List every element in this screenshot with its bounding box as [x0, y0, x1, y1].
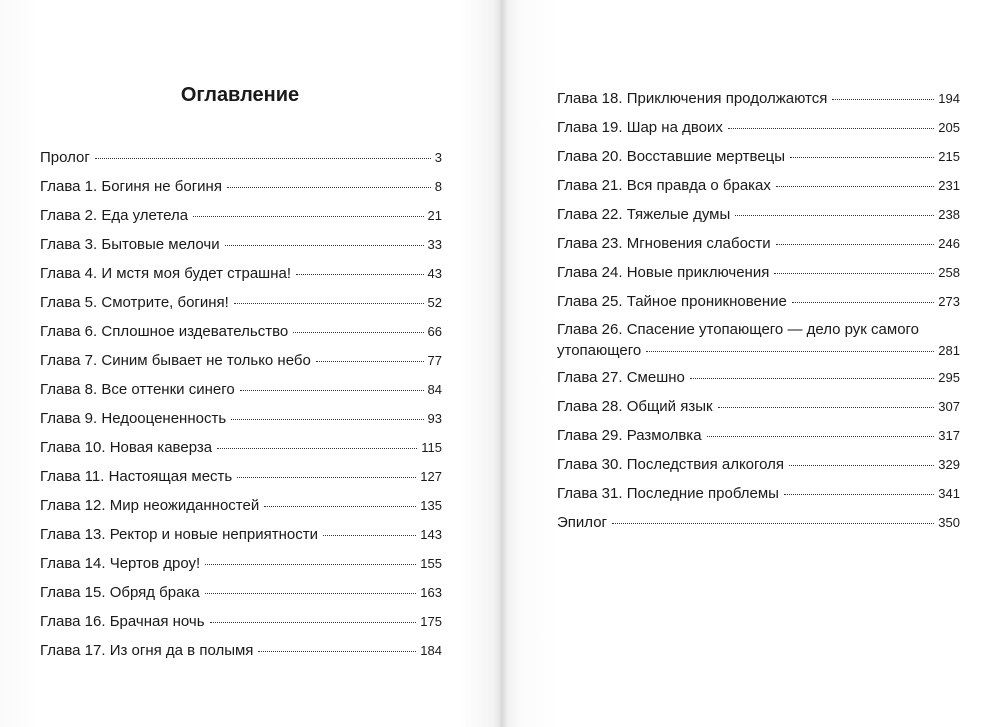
toc-entry-label: Эпилог — [557, 514, 608, 531]
toc-entry — [557, 262, 960, 291]
toc-entry-label: Глава 10. Новая каверза — [40, 439, 213, 456]
toc-entry — [40, 524, 442, 553]
toc-entry-label: Глава 24. Новые приключения — [557, 264, 770, 281]
toc-entry-page: 21 — [427, 208, 442, 223]
toc-entry-label: Глава 1. Богиня не богиня — [40, 178, 222, 195]
toc-entry-page: 33 — [427, 237, 442, 252]
toc-entry-page: 184 — [420, 643, 442, 658]
toc-entry — [557, 483, 960, 512]
toc-dot-leader — [612, 522, 934, 524]
toc-entry-label: Глава 2. Еда улетела — [40, 207, 189, 224]
toc-dot-leader — [776, 185, 934, 187]
toc-entry-label: Глава 11. Настоящая месть — [40, 468, 233, 485]
toc-entry — [40, 466, 442, 495]
toc-entry-label: Глава 31. Последние проблемы — [557, 485, 779, 502]
toc-entry — [40, 263, 442, 292]
toc-entry-label: Глава 14. Чертов дроу! — [40, 555, 201, 572]
toc-right-column — [557, 88, 960, 541]
toc-entry-label: Глава 25. Тайное проникновение — [557, 293, 787, 310]
toc-dot-leader — [205, 563, 416, 565]
toc-entry — [40, 176, 442, 205]
toc-dot-leader — [784, 493, 934, 495]
toc-entry — [557, 204, 960, 233]
toc-entry — [557, 233, 960, 262]
toc-entry — [40, 437, 442, 466]
toc-entry-label: Глава 28. Общий язык — [557, 398, 713, 415]
toc-entry — [40, 205, 442, 234]
toc-entry-label: Глава 18. Приключения продолжаются — [557, 90, 828, 107]
toc-entry-page: 258 — [938, 265, 960, 280]
toc-entry-label: Глава 15. Обряд брака — [40, 584, 200, 601]
toc-entry-label: Глава 22. Тяжелые думы — [557, 206, 731, 223]
toc-dot-leader — [832, 98, 934, 100]
toc-dot-leader — [217, 447, 417, 449]
toc-entry-page: 52 — [427, 295, 442, 310]
toc-entry-page: 341 — [938, 486, 960, 501]
toc-title: Оглавление — [180, 84, 300, 106]
toc-entry — [557, 454, 960, 483]
toc-entry-page: 273 — [938, 294, 960, 309]
toc-entry — [557, 396, 960, 425]
toc-entry — [557, 367, 960, 396]
toc-dot-leader — [296, 273, 424, 275]
toc-entry-page: 93 — [427, 411, 442, 426]
toc-entry-label: Глава 9. Недооцененность — [40, 410, 227, 427]
toc-entry-page: 281 — [938, 343, 960, 358]
toc-entry-label: Глава 16. Брачная ночь — [40, 613, 205, 630]
toc-entry-label: Глава 29. Размолвка — [557, 427, 702, 444]
toc-dot-leader — [240, 389, 424, 391]
toc-entry-page: 238 — [938, 207, 960, 222]
toc-entry — [557, 146, 960, 175]
toc-entry-label: Глава 12. Мир неожиданностей — [40, 497, 260, 514]
toc-entry-page: 3 — [434, 150, 442, 165]
toc-entry-page: 115 — [421, 440, 442, 455]
toc-entry-page: 231 — [938, 178, 960, 193]
toc-entry-label: Глава 7. Синим бывает не только небо — [40, 352, 311, 369]
toc-dot-leader — [205, 592, 417, 594]
toc-entry — [557, 175, 960, 204]
toc-entry-page: 8 — [434, 179, 442, 194]
toc-entry — [40, 292, 442, 321]
toc-entry-page: 143 — [420, 527, 442, 542]
toc-dot-leader — [210, 621, 417, 623]
toc-entry-page: 246 — [938, 236, 960, 251]
toc-entry-page: 307 — [938, 399, 960, 414]
toc-dot-leader — [293, 331, 423, 333]
toc-dot-leader — [690, 377, 934, 379]
toc-dot-leader — [231, 418, 423, 420]
toc-entry — [557, 291, 960, 320]
toc-entry-page: 127 — [420, 469, 442, 484]
toc-entry-page: 329 — [938, 457, 960, 472]
toc-entry-page: 163 — [420, 585, 442, 600]
toc-dot-leader — [316, 360, 424, 362]
toc-entry-label: Глава 20. Восставшие мертвецы — [557, 148, 786, 165]
toc-entry — [40, 582, 442, 611]
toc-entry — [40, 640, 442, 669]
toc-dot-leader — [646, 350, 934, 352]
toc-entry-page: 205 — [938, 120, 960, 135]
toc-dot-leader — [718, 406, 935, 408]
toc-entry-label: Глава 19. Шар на двоих — [557, 119, 723, 136]
toc-entry-label-line1: Глава 26. Спасение утопающего — дело рук самого — [557, 321, 920, 338]
book-gutter — [494, 0, 508, 727]
toc-dot-leader — [264, 505, 416, 507]
toc-entry — [557, 320, 960, 367]
toc-left-column — [40, 147, 442, 669]
toc-entry — [40, 147, 442, 176]
toc-entry — [40, 408, 442, 437]
toc-dot-leader — [735, 214, 934, 216]
toc-dot-leader — [728, 127, 934, 129]
toc-entry — [557, 512, 960, 541]
toc-entry-label: Глава 23. Мгновения слабости — [557, 235, 771, 252]
toc-dot-leader — [234, 302, 424, 304]
toc-entry — [40, 495, 442, 524]
toc-entry-page: 175 — [420, 614, 442, 629]
toc-dot-leader — [258, 650, 416, 652]
toc-entry-label: Глава 5. Смотрите, богиня! — [40, 294, 229, 311]
toc-entry-label-line2: утопающего — [557, 342, 642, 359]
toc-entry — [40, 321, 442, 350]
toc-dot-leader — [776, 243, 935, 245]
toc-dot-leader — [774, 272, 934, 274]
toc-entry-page: 295 — [938, 370, 960, 385]
toc-entry-page: 66 — [427, 324, 442, 339]
toc-dot-leader — [323, 534, 416, 536]
toc-entry-page: 194 — [938, 91, 960, 106]
toc-dot-leader — [95, 157, 431, 159]
toc-entry-page: 215 — [938, 149, 960, 164]
toc-entry-page: 43 — [427, 266, 442, 281]
toc-entry — [557, 117, 960, 146]
toc-entry — [40, 379, 442, 408]
toc-dot-leader — [789, 464, 934, 466]
toc-entry — [40, 611, 442, 640]
toc-entry — [557, 88, 960, 117]
toc-entry — [40, 553, 442, 582]
toc-entry — [557, 425, 960, 454]
toc-entry — [40, 234, 442, 263]
toc-entry-page: 135 — [420, 498, 442, 513]
toc-entry-page: 84 — [427, 382, 442, 397]
toc-entry-label: Глава 27. Смешно — [557, 369, 685, 386]
toc-entry-label: Глава 30. Последствия алкоголя — [557, 456, 785, 473]
toc-dot-leader — [237, 476, 416, 478]
toc-entry-label: Глава 21. Вся правда о браках — [557, 177, 771, 194]
toc-entry-label: Глава 17. Из огня да в полымя — [40, 642, 254, 659]
toc-entry-page: 155 — [420, 556, 442, 571]
toc-entry-label: Пролог — [40, 149, 90, 166]
toc-entry-label: Глава 13. Ректор и новые неприятности — [40, 526, 318, 543]
toc-dot-leader — [225, 244, 424, 246]
toc-entry-page: 77 — [427, 353, 442, 368]
toc-entry-label: Глава 3. Бытовые мелочи — [40, 236, 220, 253]
toc-entry — [40, 350, 442, 379]
toc-entry-label: Глава 4. И мстя моя будет страшна! — [40, 265, 292, 282]
toc-entry-label: Глава 8. Все оттенки синего — [40, 381, 235, 398]
toc-entry-page: 317 — [938, 428, 960, 443]
toc-entry-label: Глава 6. Сплошное издевательство — [40, 323, 289, 340]
toc-dot-leader — [790, 156, 934, 158]
toc-dot-leader — [792, 301, 934, 303]
toc-dot-leader — [227, 186, 431, 188]
toc-dot-leader — [707, 435, 935, 437]
toc-dot-leader — [193, 215, 423, 217]
toc-entry-page: 350 — [938, 515, 960, 530]
